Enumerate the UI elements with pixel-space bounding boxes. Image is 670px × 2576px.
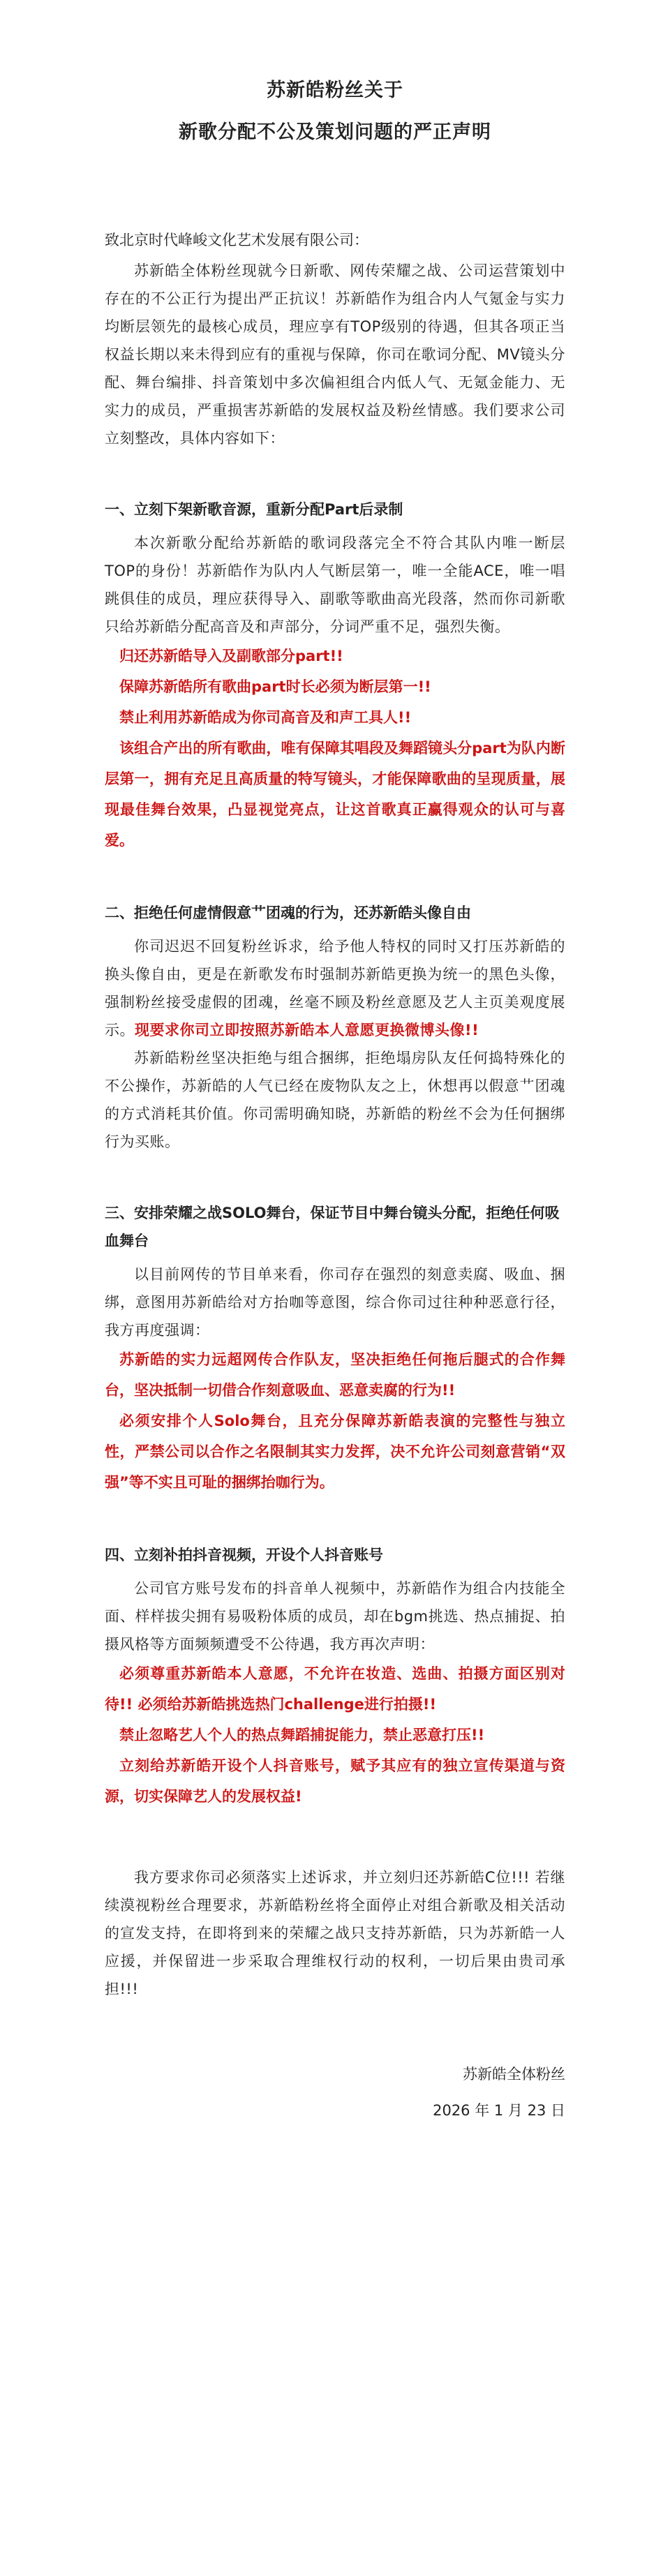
- closing-paragraph: 我方要求你司必须落实上述诉求，并立刻归还苏新皓C位!!! 若继续漠视粉丝合理要求，苏新皓粉丝将全面停止对组合新歌及相关活动的宣发支持，在即将到来的荣耀之战只支持苏新皓，只为苏新皓一人应援，并保留进一步采取合理维权行动的权利，一切后果由贵司承担!!!: [105, 1869, 565, 1997]
- section-1-title: 一、立刻下架新歌音源，重新分配Part后录制: [105, 501, 403, 518]
- signature-date: 2026 年 1 月 23 日: [433, 2102, 565, 2119]
- title-block: [105, 0, 565, 147]
- section-2-body-text: 你司迟迟不回复粉丝诉求，给予他人特权的同时又打压苏新皓的换头像自由，更是在新歌发布时强制苏新皓更换为统一的黑色头像，强制粉丝接受虚假的团魂，丝毫不顾及粉丝意愿及艺人主页美观度展示。: [105, 938, 565, 1038]
- section-4-demand-1: 必须尊重苏新皓本人意愿，不允许在妆造、选曲、拍摄方面区别对待!! 必须给苏新皓挑选热门challenge进行拍摄!!: [105, 1665, 565, 1713]
- section-2: [105, 899, 565, 1156]
- section-4-title: 四、立刻补拍抖音视频，开设个人抖音账号: [105, 1547, 383, 1563]
- section-3-demand-2: 必须安排个人Solo舞台，且充分保障苏新皓表演的完整性与独立性，严禁公司以合作之名限制其实力发挥，决不允许公司刻意营销“双强”等不实且可耻的捆绑抬咖行为。: [105, 1413, 565, 1491]
- section-4-demand-2: 禁止忽略艺人个人的热点舞蹈捕捉能力，禁止恶意打压!!: [119, 1727, 485, 1743]
- section-2-body-2: 苏新皓粉丝坚决拒绝与组合捆绑，拒绝塌房队友任何捣特殊化的不公操作，苏新皓的人气已经在废物队友之上，休想再以假意艹团魂的方式消耗其价值。你司需明确知晓，苏新皓的粉丝不会为任何捆绑行为买账。: [105, 1050, 565, 1150]
- section-1-body: 本次新歌分配给苏新皓的歌词段落完全不符合其队内唯一断层TOP的身份！苏新皓作为队内人气断层第一，唯一全能ACE，唯一唱跳俱佳的成员，理应获得导入、副歌等歌曲高光段落，然而你司新歌只给苏新皓分配高音及和声部分，分词严重不足，强烈失衡。: [105, 535, 565, 635]
- section-2-title: 二、拒绝任何虚情假意艹团魂的行为，还苏新皓头像自由: [105, 904, 471, 921]
- section-1-red-paragraph: 该组合产出的所有歌曲，唯有保障其唱段及舞蹈镜头分part为队内断层第一，拥有充足且高质量的特写镜头，才能保障歌曲的呈现质量，展现最佳舞台效果，凸显视觉亮点，让这首歌真正赢得观众的认可与喜爱。: [105, 740, 565, 849]
- section-4-body: 公司官方账号发布的抖音单人视频中，苏新皓作为组合内技能全面、样样拔尖拥有易吸粉体质的成员，却在bgm挑选、热点捕捉、拍摄风格等方面频频遭受不公待遇，我方再次声明：: [105, 1580, 565, 1653]
- salutation: 致北京时代峰峻文化艺术发展有限公司：: [105, 232, 368, 248]
- signature-name: 苏新皓全体粉丝: [463, 2066, 565, 2083]
- section-2-demand: 现要求你司立即按照苏新皓本人意愿更换微博头像!!: [135, 1022, 479, 1038]
- section-4-demand-3: 立刻给苏新皓开设个人抖音账号，赋予其应有的独立宣传渠道与资源，切实保障艺人的发展权益!: [105, 1757, 565, 1805]
- section-1-demand-1: 归还苏新皓导入及副歌部分part!!: [119, 648, 343, 664]
- section-3: [105, 1199, 565, 1498]
- title-line-2: 新歌分配不公及策划问题的严正声明: [179, 121, 491, 143]
- section-3-body: 以目前网传的节目单来看，你司存在强烈的刻意卖腐、吸血、捆绑，意图用苏新皓给对方抬咖等意图，综合你司过往种种恶意行径，我方再度强调：: [105, 1266, 565, 1339]
- signature-block: [105, 2056, 565, 2129]
- section-1-demand-2: 保障苏新皓所有歌曲part时长必须为断层第一!!: [119, 678, 431, 695]
- section-3-title: 三、安排荣耀之战SOLO舞台，保证节目中舞台镜头分配，拒绝任何吸血舞台: [105, 1205, 560, 1249]
- section-1-demand-3: 禁止利用苏新皓成为你司高音及和声工具人!!: [119, 709, 412, 726]
- section-4: [105, 1541, 565, 1812]
- title-line-1: 苏新皓粉丝关于: [267, 80, 403, 101]
- section-2-body: [105, 932, 565, 1044]
- intro-paragraph: 苏新皓全体粉丝现就今日新歌、网传荣耀之战、公司运营策划中存在的不公正行为提出严正抗议！苏新皓作为组合内人气氪金与实力均断层领先的最核心成员，理应享有TOP级别的待遇，但其各项正当权益长期以来未得到应有的重视与保障，你司在歌词分配、MV镜头分配、舞台编排、抖音策划中多次偏袒组合内低人气、无氪金能力、无实力的成员，严重损害苏新皓的发展权益及粉丝情感。我们要求公司立刻整改，具体内容如下：: [105, 262, 565, 447]
- section-1: [105, 496, 565, 856]
- section-3-demand-1: 苏新皓的实力远超网传合作队友，坚决拒绝任何拖后腿式的合作舞台，坚决抵制一切借合作刻意吸血、恶意卖腐的行为!!: [105, 1351, 565, 1399]
